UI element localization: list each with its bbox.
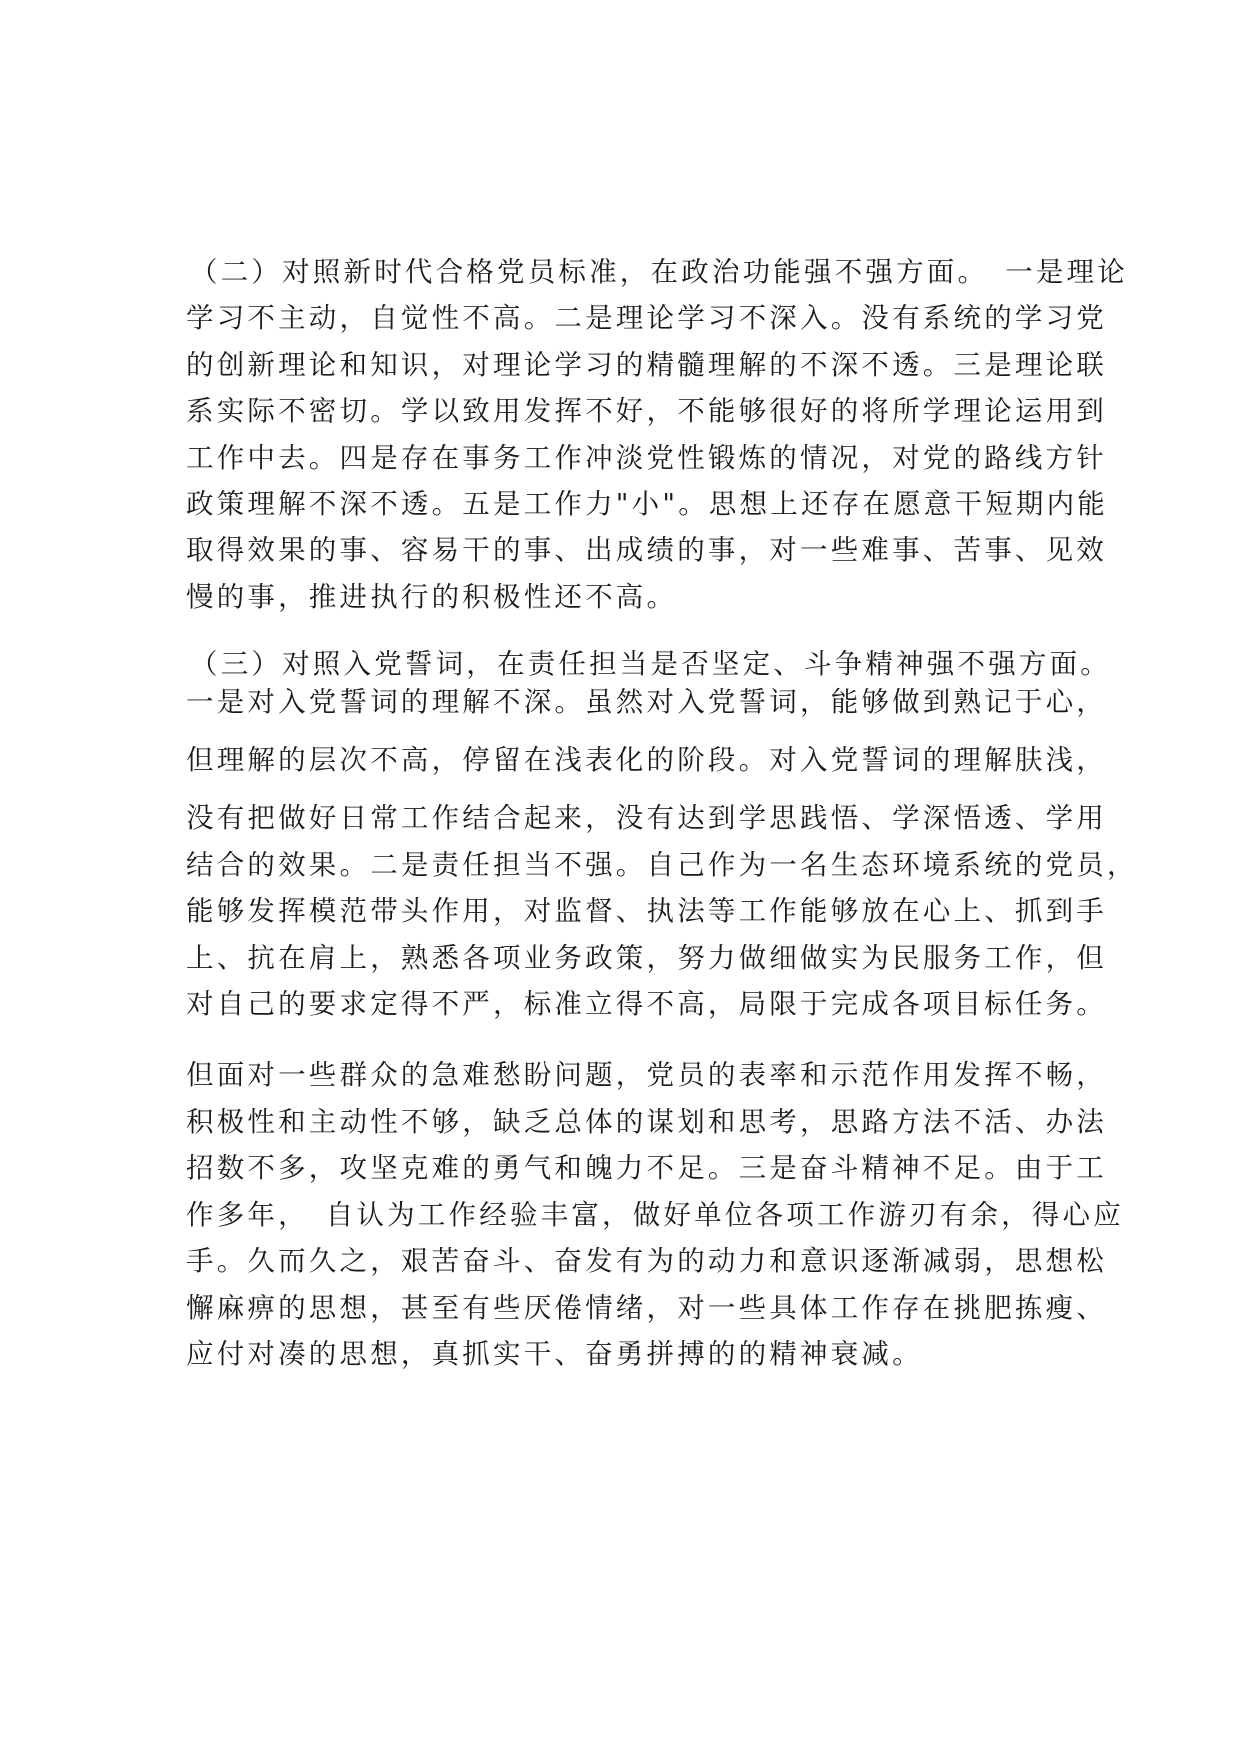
text-line: 的创新理论和知识，对理论学习的精髓理解的不深不透。三是理论联 <box>186 349 1107 381</box>
text-line: 积极性和主动性不够，缺乏总体的谋划和思考，思路方法不活、办法 <box>186 1106 1107 1138</box>
text-line: 作多年， 自认为工作经验丰富，做好单位各项工作游刃有余，得心应 <box>186 1199 1124 1231</box>
text-line: 工作中去。四是存在事务工作冲淡党性锻炼的情况，对党的路线方针 <box>186 442 1107 474</box>
text-line: 没有把做好日常工作结合起来，没有达到学思践悟、学深悟透、学用 <box>186 802 1107 834</box>
text-line: 上、抗在肩上，熟悉各项业务政策，努力做细做实为民服务工作，但 <box>186 942 1107 974</box>
text-line: 手。久而久之，艰苦奋斗、奋发有为的动力和意识逐渐减弱，思想松 <box>186 1245 1107 1277</box>
text-line: （二）对照新时代合格党员标准，在政治功能强不强方面。 一是理论 <box>190 256 1128 288</box>
text-line: 招数不多，攻坚克难的勇气和魄力不足。三是奋斗精神不足。由于工 <box>186 1152 1107 1184</box>
text-line: 对自己的要求定得不严，标准立得不高，局限于完成各项目标任务。 <box>186 988 1107 1020</box>
text-line: 慢的事，推进执行的积极性还不高。 <box>186 581 678 613</box>
text-line: 一是对入党誓词的理解不深。虽然对入党誓词，能够做到熟记于心， <box>186 686 1107 718</box>
text-line: 结合的效果。二是责任担当不强。自己作为一名生态环境系统的党员， <box>186 849 1138 881</box>
text-line: 系实际不密切。学以致用发挥不好，不能够很好的将所学理论运用到 <box>186 395 1107 427</box>
text-line: 但面对一些群众的急难愁盼问题，党员的表率和示范作用发挥不畅， <box>186 1059 1107 1091</box>
text-line: （三）对照入党誓词，在责任担当是否坚定、斗争精神强不强方面。 <box>190 648 1111 680</box>
text-line: 但理解的层次不高，停留在浅表化的阶段。对入党誓词的理解肤浅， <box>186 744 1107 776</box>
text-line: 能够发挥模范带头作用，对监督、执法等工作能够放在心上、抓到手 <box>186 895 1107 927</box>
text-line: 应付对凑的思想，真抓实干、奋勇拼搏的的精神衰减。 <box>186 1338 923 1370</box>
text-line: 懈麻痹的思想，甚至有些厌倦情绪，对一些具体工作存在挑肥拣瘦、 <box>186 1292 1107 1324</box>
text-line: 学习不主动，自觉性不高。二是理论学习不深入。没有系统的学习党 <box>186 302 1107 334</box>
text-line: 取得效果的事、容易干的事、出成绩的事，对一些难事、苦事、见效 <box>186 534 1107 566</box>
text-line: 政策理解不深不透。五是工作力"小"。思想上还存在愿意干短期内能 <box>186 488 1108 520</box>
